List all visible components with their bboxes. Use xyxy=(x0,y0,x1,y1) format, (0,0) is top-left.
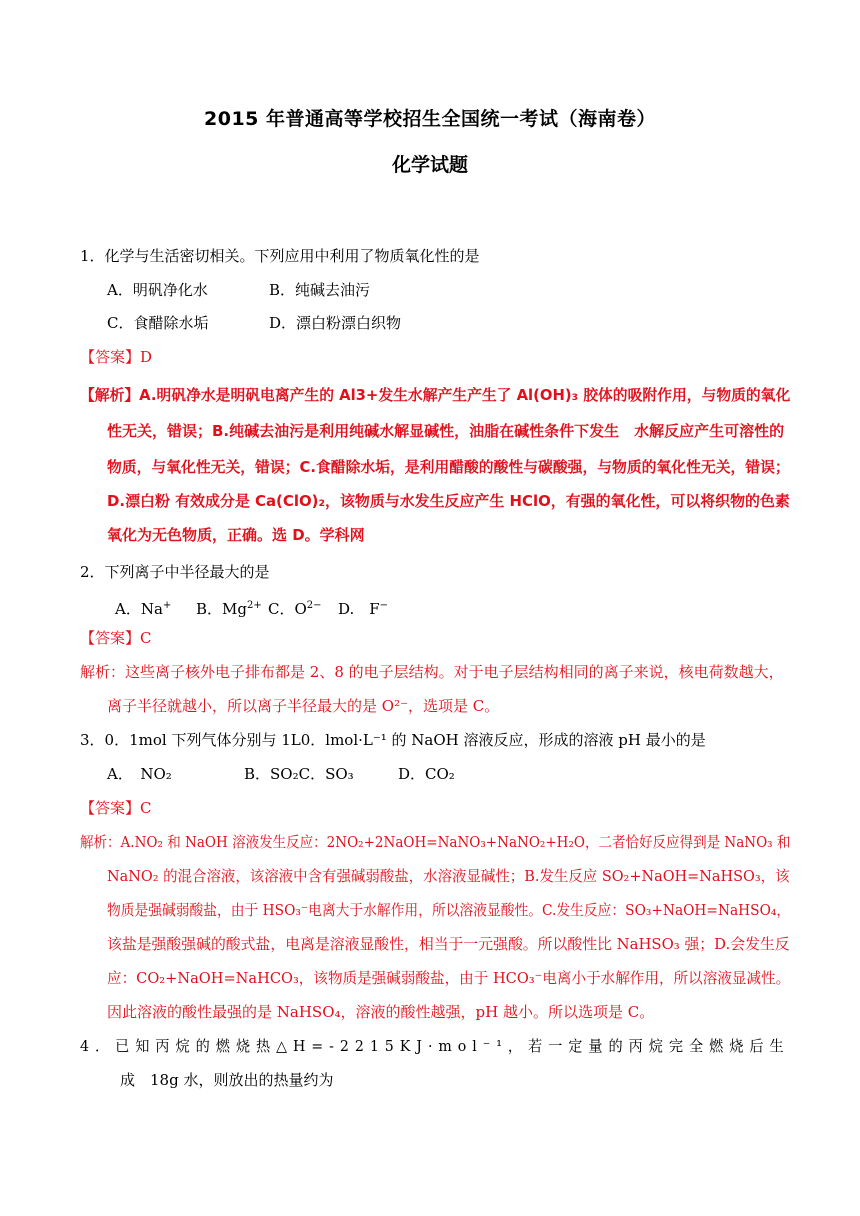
question-2-stem: 2．下列离子中半径最大的是 xyxy=(80,563,270,581)
page-title: 2015 年普通高等学校招生全国统一考试（海南卷） xyxy=(204,108,656,130)
question-4-stem-line-1: 4．已知丙烷的燃烧热△H=-2215KJ·mol⁻¹，若一定量的丙烷完全燃烧后生 xyxy=(80,1037,790,1055)
question-3-answer: 【答案】C xyxy=(80,799,152,817)
question-2-option-d: D. F− xyxy=(338,600,389,618)
question-1-explanation-line-1: 【解析】A.明矾净水是明矾电离产生的 Al3+发生水解产生产生了 Al(OH)₃ 胶体的吸附作用，与物质的氧化 xyxy=(80,386,791,404)
question-3-option-d: D．CO₂ xyxy=(398,765,455,783)
question-1-option-d: D．漂白粉漂白织物 xyxy=(269,314,402,332)
question-2-answer: 【答案】C xyxy=(80,629,152,647)
question-3-explanation-line-5: 应：CO₂+NaOH=NaHCO₃，该物质是强碱弱酸盐，由于 HCO₃⁻电离小于水解作用，所以溶液显减性。 xyxy=(107,969,791,987)
question-2-option-a: A．Na+ xyxy=(115,600,172,618)
question-1-explanation-line-5: 氧化为无色物质，正确。选 D。学科网 xyxy=(107,526,365,544)
question-2-explanation-line-2: 离子半径就越小，所以离子半径最大的是 O²⁻，选项是 C。 xyxy=(107,697,500,715)
question-3-explanation-line-4: 该盐是强酸强碱的酸式盐，电离是溶液显酸性，相当于一元强酸。所以酸性比 NaHSO₃ 强；D.会发生反 xyxy=(107,935,790,953)
question-3-option-a: A． NO₂ xyxy=(107,765,172,783)
question-1-explanation-line-2: 性无关，错误；B.纯碱去油污是利用纯碱水解显碱性，油脂在碱性条件下发生 水解反应产生可溶性的 xyxy=(107,422,785,440)
question-3-explanation-line-6: 因此溶液的酸性最强的是 NaHSO₄，溶液的酸性越强，pH 越小。所以选项是 C。 xyxy=(107,1003,655,1021)
question-1-option-a: A．明矾净化水 xyxy=(107,281,208,299)
question-3-option-b-c: B．SO₂C．SO₃ xyxy=(244,765,354,783)
question-2-option-c: C．$O^{2-}$ xyxy=(268,600,322,618)
question-1-explanation-line-3: 物质，与氧化性无关，错误；C.食醋除水垢，是利用醋酸的酸性与碳酸强，与物质的氧化性无关，错误； xyxy=(107,458,790,476)
question-2-explanation-line-1: 解析：这些离子核外电子排布都是 2、8 的电子层结构。对于电子层结构相同的离子来说，核电荷数越大， xyxy=(80,663,784,681)
question-1-stem: 1．化学与生活密切相关。下列应用中利用了物质氧化性的是 xyxy=(80,247,480,265)
question-1-explanation-line-4: D.漂白粉 有效成分是 Ca(ClO)₂，该物质与水发生反应产生 HClO，有强的氧化性，可以将织物的色素 xyxy=(107,492,790,510)
question-1-option-c: C．食醋除水垢 xyxy=(107,314,209,332)
question-3-explanation-line-2: NaNO₂ 的混合溶液，该溶液中含有强碱弱酸盐，水溶液显碱性；B.发生反应 SO₂+NaOH=NaHSO₃，该 xyxy=(107,867,790,885)
question-1-answer: 【答案】D xyxy=(80,348,153,366)
question-1-option-b: B．纯碱去油污 xyxy=(269,281,371,299)
question-4-stem-line-2: 成 18g 水，则放出的热量约为 xyxy=(120,1071,334,1089)
question-3-stem: 3．0．1mol 下列气体分别与 1L0．lmol·L⁻¹ 的 NaOH 溶液反应，形成的溶液 pH 最小的是 xyxy=(80,731,706,749)
question-3-explanation-line-3: 物质是强碱弱酸盐，由于 HSO₃⁻电离大于水解作用，所以溶液显酸性。C.发生反应：SO₃+NaOH=NaHSO₄， xyxy=(107,901,791,919)
page-subtitle: 化学试题 xyxy=(391,154,468,176)
question-3-explanation-line-1: 解析：A.NO₂ 和 NaOH 溶液发生反应：2NO₂+2NaOH=NaNO₃+NaNO₂+H₂O，二者恰好反应得到是 NaNO₃ 和 xyxy=(80,833,791,851)
question-2-option-b: B．$Mg^{2+}$ xyxy=(196,600,262,618)
